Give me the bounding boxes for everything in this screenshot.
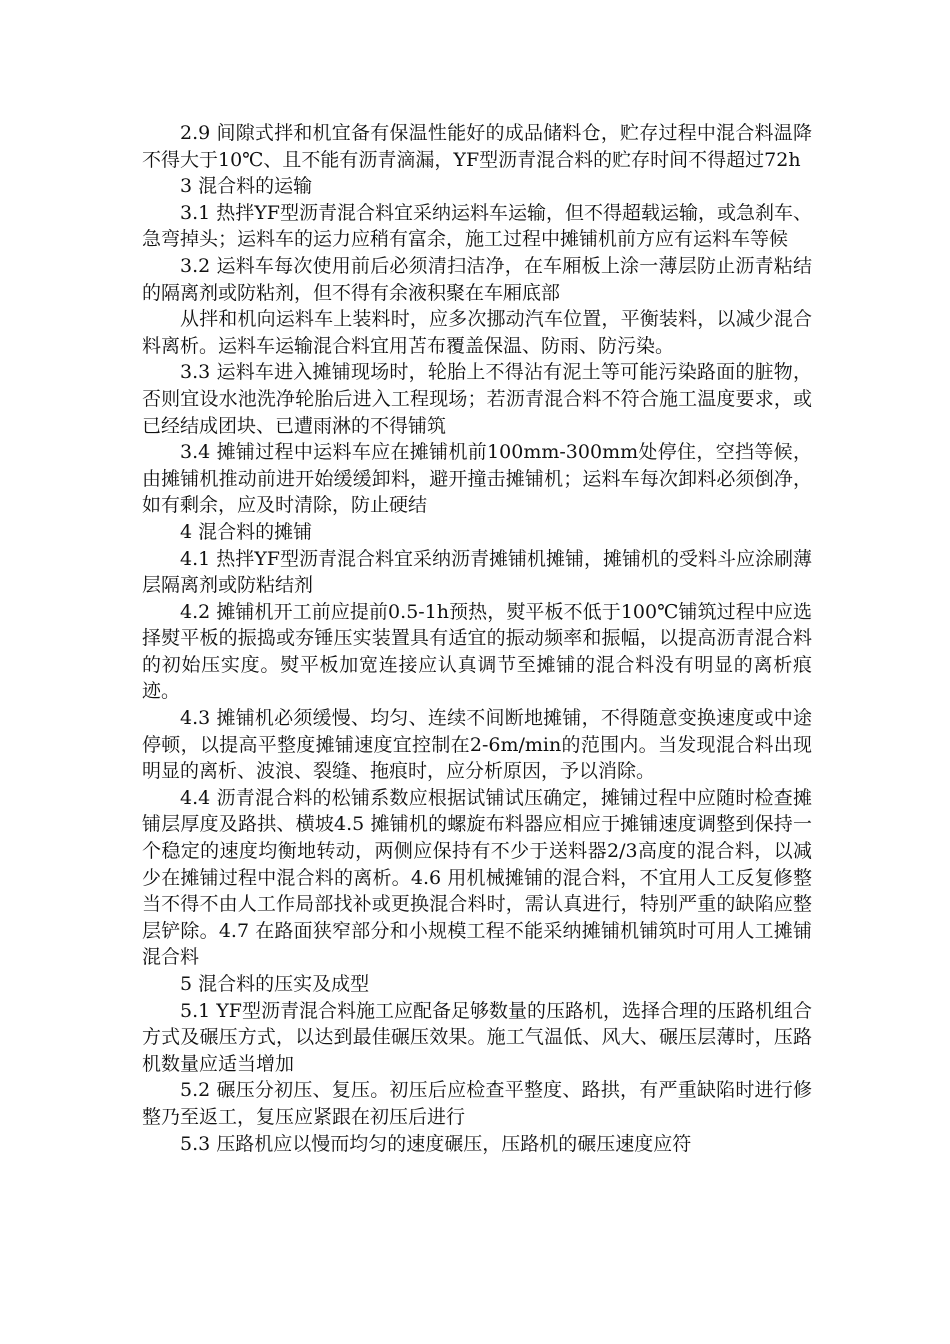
paragraph-3-2: 3.2 运料车每次使用前后必须清扫洁净，在车厢板上涂一薄层防止沥青粘结的隔离剂或防粘剂，但不得有余液积聚在车厢底部 <box>142 254 812 304</box>
paragraph-3-4: 3.4 摊铺过程中运料车应在摊铺机前100mm-300mm处停住，空挡等候，由摊铺机推动前进开始缓缓卸料，避开撞击摊铺机；运料车每次卸料必须倒净，如有剩余，应及时清除，防止硬结 <box>142 441 812 517</box>
paragraph-5-3: 5.3 压路机应以慢而均匀的速度碾压，压路机的碾压速度应符 <box>180 1132 692 1155</box>
paragraph-3-1: 3.1 热拌YF型沥青混合料宜采纳运料车运输，但不得超载运输，或急刹车、急弯掉头；运料车的运力应稍有富余，施工过程中摊铺机前方应有运料车等候 <box>142 201 812 251</box>
paragraph-4-2: 4.2 摊铺机开工前应提前0.5-1h预热，熨平板不低于100℃铺筑过程中应选择熨平板的振捣或夯锤压实装置具有适宜的振动频率和振幅，以提高沥青混合料的初始压实度。熨平板加宽连接应认真调节至摊铺的混合料没有明显的离析痕迹。 <box>142 600 812 703</box>
paragraph-5-1: 5.1 YF型沥青混合料施工应配备足够数量的压路机，选择合理的压路机组合方式及碾压方式，以达到最佳碾压效果。施工气温低、风大、碾压层薄时，压路机数量应适当增加 <box>142 999 812 1075</box>
paragraph-5-2: 5.2 碾压分初压、复压。初压后应检查平整度、路拱，有严重缺陷时进行修整乃至返工，复压应紧跟在初压后进行 <box>142 1079 812 1128</box>
heading-section-4: 4 混合料的摊铺 <box>180 520 313 543</box>
paragraph-4-1: 4.1 热拌YF型沥青混合料宜采纳沥青摊铺机摊铺，摊铺机的受料斗应涂刷薄层隔离剂或防粘结剂 <box>142 547 812 597</box>
paragraph-4-3: 4.3 摊铺机必须缓慢、均匀、连续不间断地摊铺，不得随意变换速度或中途停顿，以提高平整度摊铺速度宜控制在2-6m/min的范围内。当发现混合料出现明显的离析、波浪、裂缝、拖痕时，应分析原因，予以消除。 <box>142 707 812 783</box>
paragraph-3-2-loading: 从拌和机向运料车上装料时，应多次挪动汽车位置，平衡装料，以减少混合料离析。运料车运输混合料宜用苫布覆盖保温、防雨、防污染。 <box>142 308 812 357</box>
document-body <box>142 120 812 1157</box>
heading-section-3: 3 混合料的运输 <box>180 175 313 198</box>
paragraph-3-3: 3.3 运料车进入摊铺现场时，轮胎上不得沾有泥土等可能污染路面的脏物，否则宜设水池洗净轮胎后进入工程现场；若沥青混合料不符合施工温度要求，或已经结成团块、已遭雨淋的不得铺筑 <box>142 361 812 437</box>
paragraph-2-9: 2.9 间隙式拌和机宜备有保温性能好的成品储料仓，贮存过程中混合料温降不得大于10℃、且不能有沥青滴漏，YF型沥青混合料的贮存时间不得超过72h <box>142 122 812 171</box>
heading-section-5: 5 混合料的压实及成型 <box>180 973 370 995</box>
paragraph-4-4-to-4-7: 4.4 沥青混合料的松铺系数应根据试铺试压确定，摊铺过程中应随时检查摊铺层厚度及路拱、横坡4.5 摊铺机的螺旋布料器应相应于摊铺速度调整到保持一个稳定的速度均衡地转动，两侧应保持有不少于送料器2/3高度的混合料，以减少在摊铺过程中混合料的离析。4.6 用机械摊铺的混合料，不宜用人工反复修整当不得不由人工作局部找补或更换混合料时，需认真进行，特别严重的缺陷应整层铲除。4.7 在路面狭窄部分和小规模工程不能采纳摊铺机铺筑时可用人工摊铺混合料 <box>142 786 812 969</box>
